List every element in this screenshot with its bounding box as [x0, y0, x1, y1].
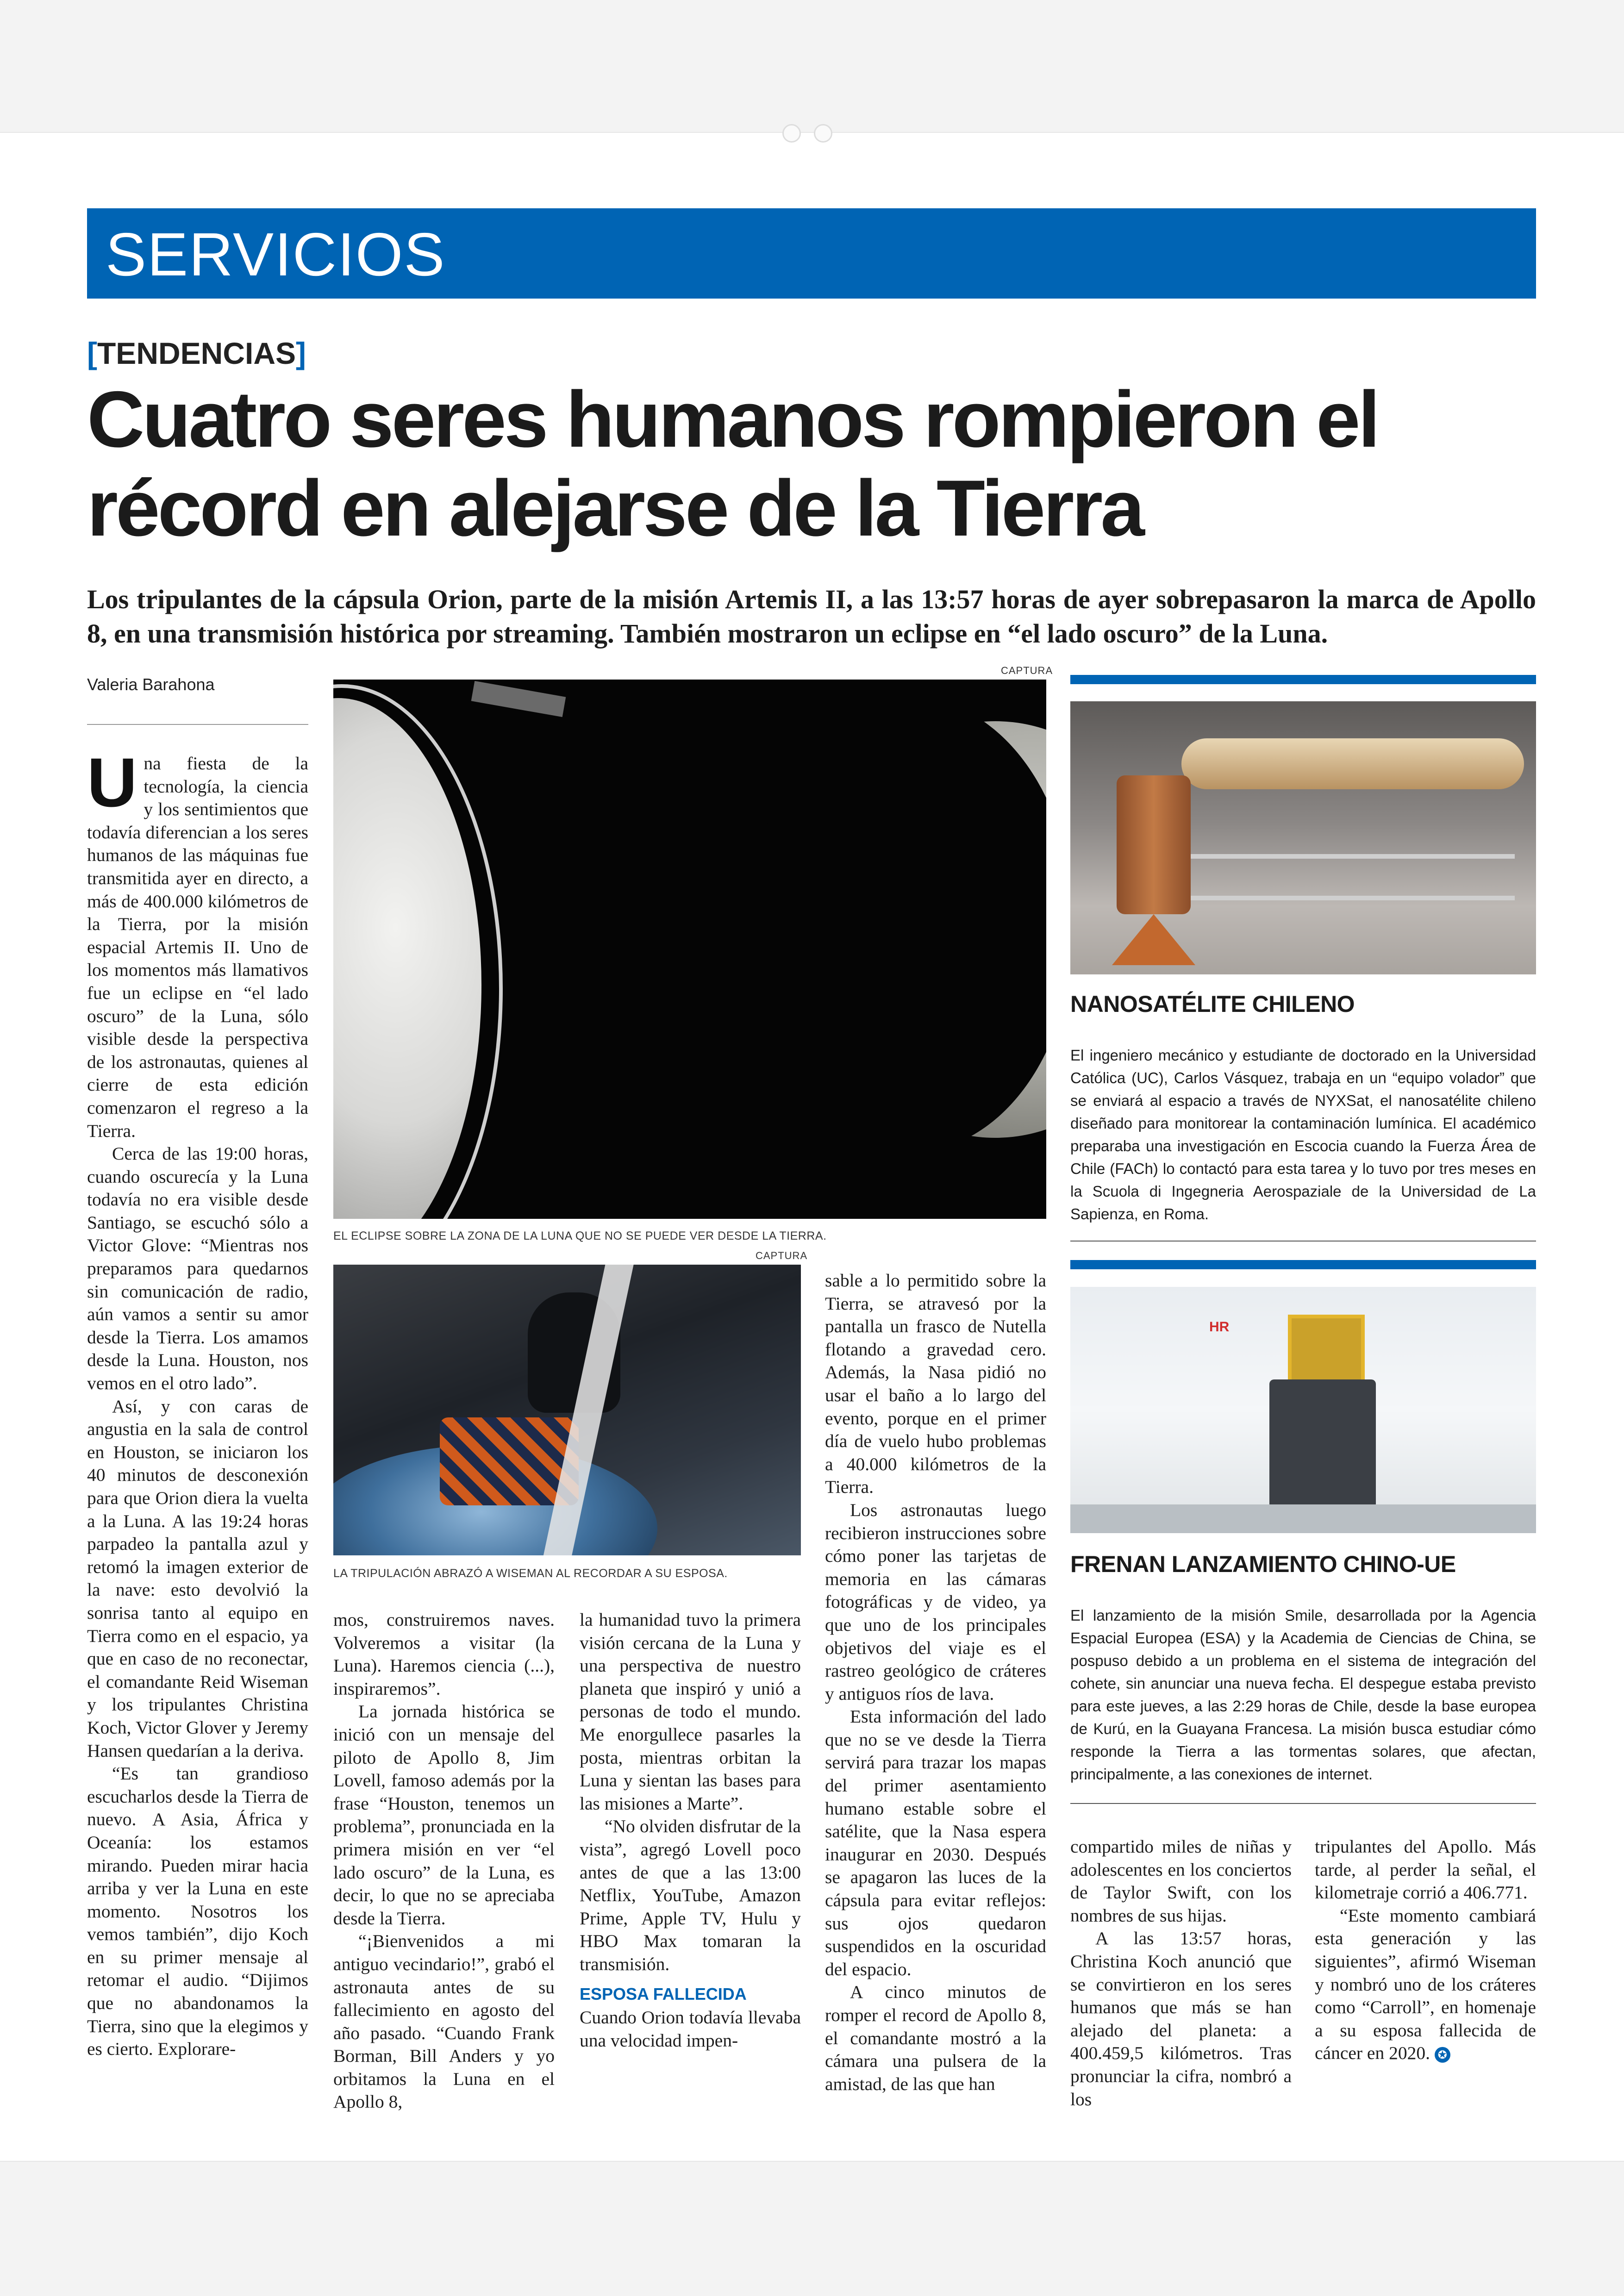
paragraph: A cinco minutos de romper el record de Apollo 8, el comandante mostró a la cámara una pulsera de la amistad, de las que han — [825, 1982, 1046, 2094]
page-bottom-margin — [0, 2161, 1624, 2296]
section-banner — [87, 208, 1536, 299]
paragraph: Esta información del lado que no se ve desde la Tierra servirá para trazar los mapas del primer asentamiento humano estable sobre el satélite, que la Nasa espera inaugurar en 2030. Después se apagaron las luces de la cápsula para evitar reflejos: sus ojos quedaron suspendidos en la oscuridad del espacio. — [825, 1706, 1046, 1979]
sidebar-text: El lanzamiento de la misión Smile, desarrollada por la Agencia Espacial Europea (ESA) y la Academia de Ciencias de China, se pospuso debido a un problema en el sistema de integración del cohete, sin anunciar una nueva fecha. El despegue estaba previsto para este jueves, a las 2:29 horas de Chile, desde la base europea de Kurú, en la Guayana Francesa. La misión busca estudiar cómo responde la Tierra a las tormentas solares, que afectan, principalmente, a las conexiones de internet. — [1070, 1607, 1536, 1783]
moon-shadow — [750, 698, 1046, 1152]
hr-sign: HR — [1209, 1319, 1230, 1335]
paragraph: “No olviden disfrutar de la vista”, agregó Lovell poco antes de que a las 13:00 Netflix, YouTube, Amazon Prime, Apple TV, Hulu y HBO Max tomaran la transmisión. — [580, 1816, 801, 1974]
eclipse-moon-photo — [333, 680, 1046, 1219]
paragraph: “Es tan grandioso escucharlos desde la Tierra de nuevo. A Asia, África y Oceanía: los estamos mirando. Pueden mirar hacia arriba y ver la Luna en este momento. Nosotros los vemos también”, dijo Koch en su primer mensaje al retomar el audio. “Dijimos que no abandonamos la Tierra, sino que la elegimos y es cierto. Explorare- — [87, 1763, 308, 2059]
sidebar-title: NANOSATÉLITE CHILENO — [1070, 991, 1355, 1017]
article-headline — [87, 375, 1476, 553]
page-dot — [782, 124, 801, 143]
subhead: ESPOSA FALLECIDA — [580, 1984, 747, 2003]
paragraph: Los astronautas luego recibieron instrucciones sobre cómo poner las tarjetas de memoria en las cámaras fotográficas y de video, ya que uno de los principales objetivos del viaje es el rastreo geológico de cráteres y antiguos ríos de lava. — [825, 1499, 1046, 1704]
byline-divider — [87, 724, 308, 725]
paragraph: tripulantes del Apollo. Más tarde, al perder la señal, el kilometraje corrió a 406.771. — [1315, 1836, 1536, 1903]
spacecraft — [1269, 1379, 1376, 1509]
paragraph: mos, construiremos naves. Volveremos a visitar (la Luna). Haremos ciencia (...), inspiraremos”. — [333, 1610, 555, 1699]
cleanroom-floor — [1070, 1504, 1536, 1533]
paragraph: Cuando Orion todavía llevaba una velocidad impen- — [580, 2007, 801, 2051]
paragraph: “Este momento cambiará esta generación y las siguientes”, afirmó Wiseman y nombró uno de los cráteres como “Carroll”, en homenaje a su esposa fallecida de cáncer en 2020. ✪ — [1315, 1905, 1536, 2064]
article-column-4 — [825, 1269, 1046, 2096]
paragraph: compartido miles de niñas y adolescentes en los conciertos de Taylor Swift, con los nombres de sus hijas. — [1070, 1836, 1292, 1926]
byline: Valeria Barahona — [87, 675, 215, 694]
article-column-3 — [580, 1609, 801, 2052]
paragraph: Una fiesta de la tecnología, la ciencia y los sentimientos que todavía diferencian a los seres humanos de las máquinas fue transmitida ayer en directo, a más de 400.000 kilómetros de la Tierra, por la misión espacial Artemis II. Uno de los momentos más llamativos fue un eclipse en “el lado oscuro” de la Luna, sólo visible desde la perspectiva de los astronautas, quienes al cierre de esta edición comenzaron el regreso a la Tierra. — [87, 743, 308, 1141]
crew-photo — [333, 1265, 801, 1555]
photo-caption: LA TRIPULACIÓN ABRAZÓ A WISEMAN AL RECORDAR A SU ESPOSA. — [333, 1567, 728, 1580]
end-mark-icon: ✪ — [1435, 2047, 1450, 2063]
rocket-tank — [1117, 775, 1191, 914]
sidebar-title: FRENAN LANZAMIENTO CHINO-UE — [1070, 1551, 1456, 1577]
article-column-2 — [333, 1609, 555, 2114]
article-column-6 — [1315, 1835, 1536, 2065]
paragraph: A las 13:57 horas, Christina Koch anunció que se convirtieron en los seres humanos que más se han alejado del planeta: a 400.459,5 kilómetros. Tras pronunciar la cifra, nombró a los — [1070, 1928, 1292, 2109]
paragraph: La jornada histórica se inició con un mensaje del piloto de Apollo 8, Jim Lovell, famoso además por la frase “Houston, tenemos un problema”, pronunciada en la primera misión en ver “el lado oscuro” de la Luna, es decir, lo que no se apreciaba desde la Tierra. — [333, 1701, 555, 1928]
article-deck: Los tripulantes de la cápsula Orion, parte de la misión Artemis II, a las 13:57 horas de ayer sobrepasaron la marca de Apollo 8, en una transmisión histórica por streaming. También mostraron un eclipse en “el lado oscuro” de la Luna. — [87, 584, 1536, 649]
photo-credit: CAPTURA — [1001, 665, 1053, 676]
page-dot — [814, 124, 832, 143]
paragraph: Así, y con caras de angustia en la sala de control en Houston, se iniciaron los 40 minutos de desconexión para que Orion diera la vuelta a la Luna. A las 19:24 horas parpadeo la pantalla azul y retomó la imagen exterior de la nave: esto devolvió la sonrisa tanto al equipo en Tierra como en el espacio, ya que en caso de no reconectar, el comandante Reid Wiseman y los tripulantes Christina Koch, Victor Glover y Jeremy Hansen quedarían a la deriva. — [87, 1396, 308, 1761]
paragraph: Cerca de las 19:00 horas, cuando oscurecía y la Luna todavía no era visible desde Santiago, se escuchó sólo a Victor Glove: “Mientras nos preparamos para quedarnos sin comunicación de radio, aún vamos a sentir su amor desde la Tierra. Los amamos desde la Luna. Houston, nos vemos en el otro lado”. — [87, 1143, 308, 1394]
photo-caption: EL ECLIPSE SOBRE LA ZONA DE LA LUNA QUE NO SE PUEDE VER DESDE LA TIERRA. — [333, 1229, 827, 1242]
paragraph: “¡Bienvenidos a mi antiguo vecindario!”, grabó el astronauta antes de su fallecimiento en agosto del año pasado. “Cuando Frank Borman, Bill Anders y yo orbitamos la Luna en el Apollo 8, — [333, 1931, 555, 2112]
section-title: SERVICIOS — [106, 220, 446, 288]
sidebar-divider — [1070, 1803, 1536, 1804]
sidebar-rule — [1070, 675, 1536, 684]
drop-cap: U — [87, 743, 137, 821]
headline-line-1: Cuatro seres humanos rompieron el — [87, 375, 1378, 464]
page-indicator — [782, 124, 832, 143]
sidebar-text: El ingeniero mecánico y estudiante de doctorado en la Universidad Católica (UC), Carlos Vásquez, trabaja en un “equipo volador” que se enviará al espacio a través de NYXSat, el nanosatélite chileno diseñado para monitorear la contaminación lumínica. El académico preparaba una investigación en Escocia cuando la Fuerza Área de Chile (FACh) lo contactó para esta tarea y lo tuvo por tres meses en la Scuola di Ingegneria Aerospaziale de la Universidad de La Sapienza, en Roma. — [1070, 1047, 1536, 1223]
article-kicker: [TENDENCIAS] — [87, 336, 306, 370]
paragraph: sable a lo permitido sobre la Tierra, se atravesó por la pantalla un frasco de Nutella flotando a gravedad cero. Además, la Nasa pidió no usar el baño a lo largo del evento, porque en el primer día de vuelo hubo problemas a 40.000 kilómetros de la Tierra. — [825, 1270, 1046, 1497]
photo-credit: CAPTURA — [756, 1250, 808, 1261]
paragraph: la humanidad tuvo la primera visión cercana de la Luna y una perspectiva de nuestro planeta que inspiró y unió a personas de todo el mundo. Me enorgullece pasarles la posta, mientras orbitan la Luna y sientan las bases para las misiones a Marte”. — [580, 1610, 801, 1814]
capsule-arm — [471, 681, 566, 717]
page-top-margin — [0, 0, 1624, 133]
sidebar-divider — [1070, 1241, 1536, 1242]
nanosatellite-photo — [1070, 701, 1536, 974]
sidebar-rule — [1070, 1260, 1536, 1269]
headline-line-2: récord en alejarse de la Tierra — [87, 464, 1143, 553]
kicker-label: TENDENCIAS — [97, 336, 296, 370]
rocket-stage — [1181, 738, 1524, 789]
stand — [1191, 896, 1515, 900]
launch-photo — [1070, 1287, 1536, 1533]
article-column-5 — [1070, 1835, 1292, 2111]
rocket-nozzle — [1112, 914, 1195, 965]
stand — [1191, 854, 1515, 859]
article-column-1 — [87, 743, 308, 2061]
